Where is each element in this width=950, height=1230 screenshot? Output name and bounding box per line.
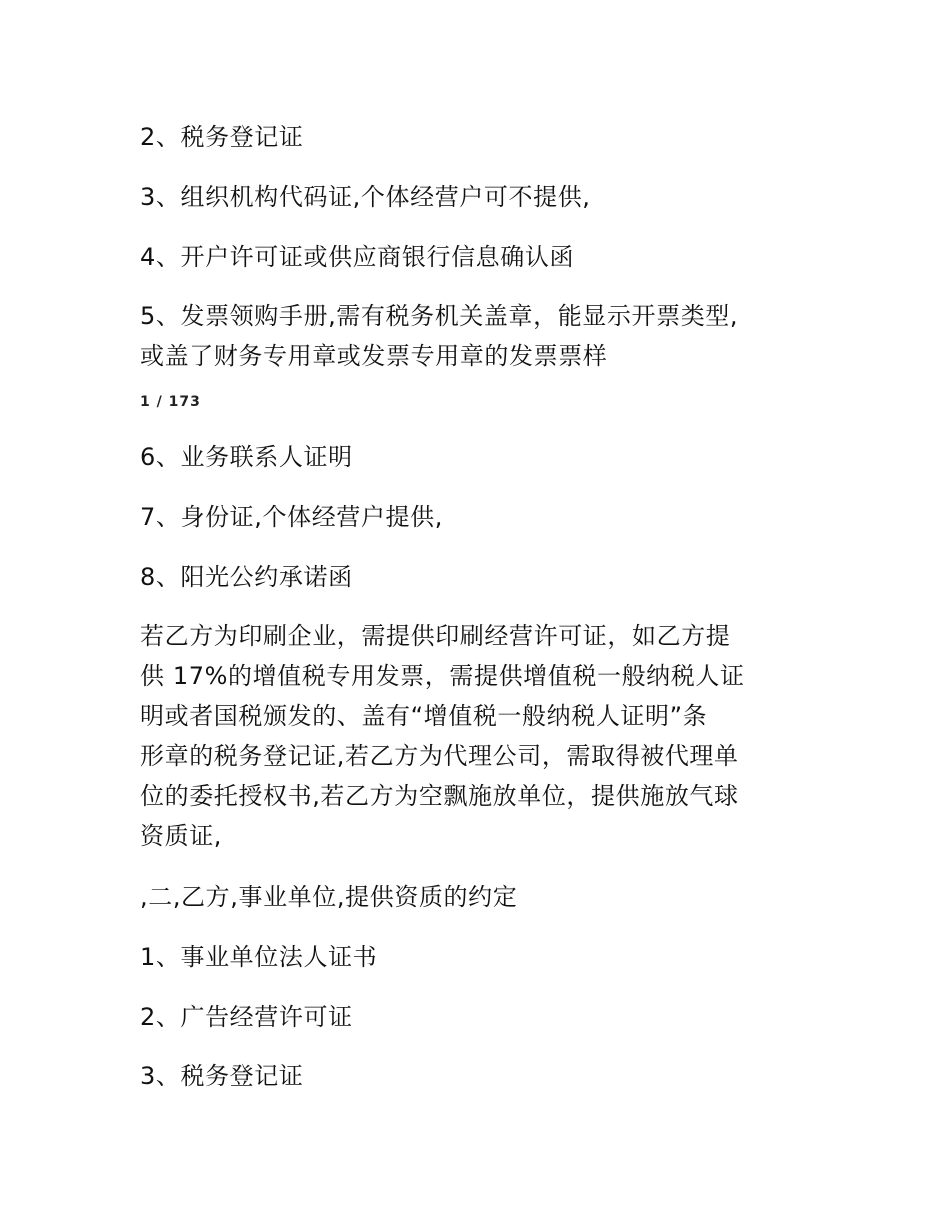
list-item-ad-license: 2、广告经营许可证	[140, 1003, 353, 1031]
page-number: 1 / 173	[140, 394, 201, 410]
list-item-org-code: 3、组织机构代码证,个体经营户可不提供,	[140, 183, 591, 211]
text-line: 位的委托授权书,若乙方为空飘施放单位，提供施放气球	[140, 782, 739, 810]
list-item-tax-registration-2: 3、税务登记证	[140, 1062, 304, 1090]
text-line: 供 17%的增值税专用发票，需提供增值税一般纳税人证	[140, 662, 745, 690]
qualification-paragraph	[140, 616, 805, 856]
text-line: 5、发票领购手册,需有税务机关盖章，能显示开票类型,	[140, 302, 739, 330]
text-line: 明或者国税颁发的、盖有“增值税一般纳税人证明”条	[140, 702, 708, 730]
text-line: 形章的税务登记证,若乙方为代理公司，需取得被代理单	[140, 742, 739, 770]
text-line: 资质证,	[140, 822, 223, 850]
text-line: 或盖了财务专用章或发票专用章的发票票样	[140, 342, 608, 370]
list-item-contact-proof: 6、业务联系人证明	[140, 443, 353, 471]
list-item-id-card: 7、身份证,个体经营户提供,	[140, 503, 443, 531]
text-line: 若乙方为印刷企业，需提供印刷经营许可证，如乙方提	[140, 622, 731, 650]
list-item-legal-person-cert: 1、事业单位法人证书	[140, 943, 378, 971]
list-item-account-permit: 4、开户许可证或供应商银行信息确认函	[140, 243, 575, 271]
list-item-invoice-handbook	[140, 296, 805, 376]
section-heading: ,二,乙方,事业单位,提供资质的约定	[140, 883, 518, 911]
list-item-sunshine-pledge: 8、阳光公约承诺函	[140, 563, 353, 591]
list-item-tax-registration: 2、税务登记证	[140, 123, 304, 151]
